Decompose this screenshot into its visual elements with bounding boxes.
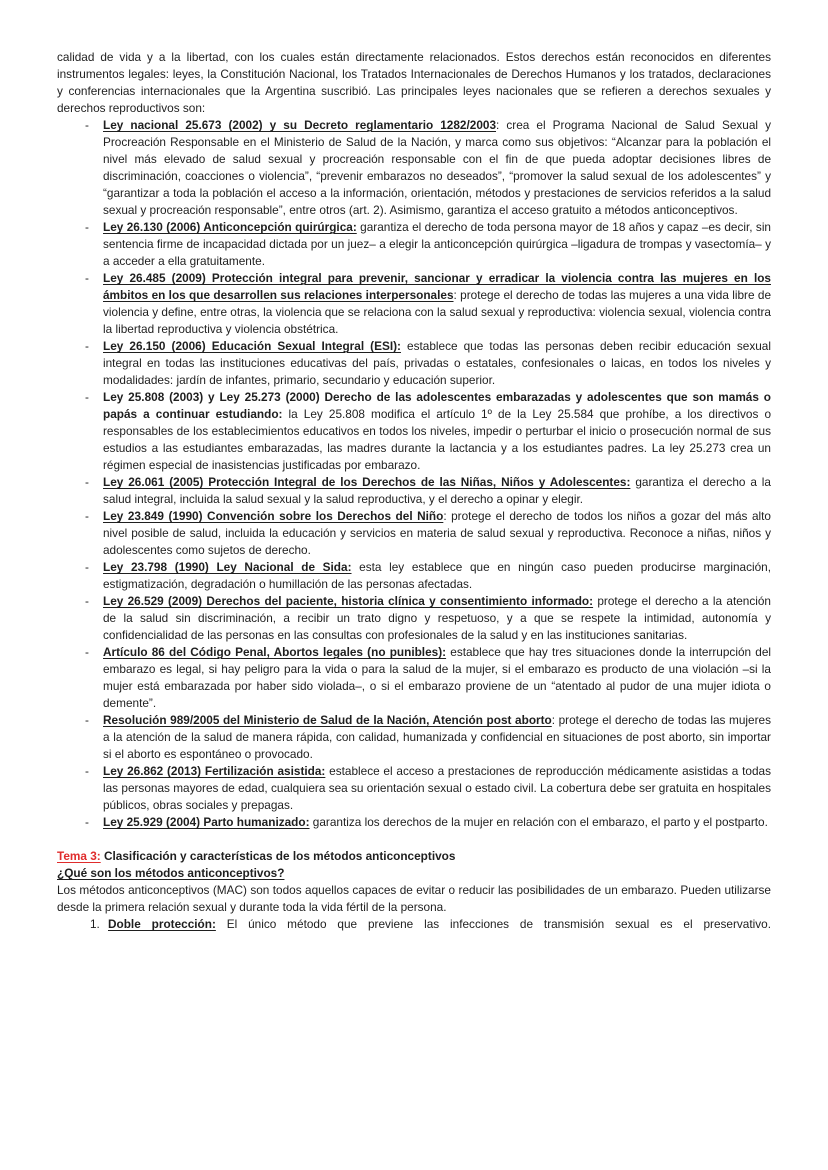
law-title: Artículo 86 del Código Penal, Abortos legales (no punibles):	[103, 645, 447, 659]
numbered-text: El único método que previene las infecciones de transmisión sexual es el preservativo.	[215, 917, 771, 931]
law-text: la Ley 25.808 modifica el artículo 1º de la Ley 25.584 que prohíbe, a los directivos o responsables de los establecimientos educativos en todos los niveles, impedir o perturbar el inicio o prosecución normal de sus estudios a las estudiantes embarazadas, las madres durante la lactancia y a los estudiantes padres. La ley 25.273 crea un régimen especial de inasistencias justificadas por embarazo.	[103, 407, 772, 472]
numbered-title: Doble protección:	[108, 917, 216, 931]
law-item	[57, 814, 771, 831]
bullet-dash: -	[85, 764, 89, 778]
tema-label: Tema 3:	[57, 849, 101, 863]
tema-title: Clasificación y características de los métodos anticonceptivos	[104, 849, 456, 863]
law-item	[57, 338, 771, 389]
bullet-dash: -	[85, 509, 89, 523]
law-text: : protege el derecho de todos los niños a gozar del más alto nivel posible de salud, incluida la educación y servicios en materia de salud sexual y reproductiva. Reconoce a niñas, niños y adolescentes como sujetos de derecho.	[103, 509, 771, 557]
bullet-dash: -	[85, 713, 89, 727]
numbered-list	[57, 916, 771, 933]
law-text: garantiza el derecho a la salud integral, incluida la salud sexual y la salud reproductiva, y el derecho a opinar y elegir.	[103, 475, 771, 506]
bullet-dash: -	[85, 220, 89, 234]
law-item	[57, 389, 771, 474]
law-title: Ley 26.529 (2009) Derechos del paciente, historia clínica y consentimiento informado:	[103, 594, 594, 608]
law-title: Ley 26.150 (2006) Educación Sexual Integral (ESI):	[103, 339, 401, 353]
law-text: : protege el derecho de todas las mujeres a una vida libre de violencia y define, entre otras, la violencia que se relaciona con la salud sexual y reproductiva: violencia sexual, violencia contra la libertad reproductiva y violencia obstétrica.	[103, 288, 771, 336]
law-text: garantiza los derechos de la mujer en relación con el embarazo, el parto y el postparto.	[309, 815, 768, 829]
law-title: Ley 25.929 (2004) Parto humanizado:	[103, 815, 310, 829]
law-item	[57, 117, 771, 219]
law-text: protege el derecho a la atención de la salud sin discriminación, a recibir un trato digno y respetuoso, y a que se respete la intimidad, autonomía y confidencialidad de las personas en las consultas con profesionales de la salud y en las instituciones sanitarias.	[103, 594, 771, 642]
law-text: establece que todas las personas deben recibir educación sexual integral en todas las instituciones educativas del país, privadas o estatales, confesionales o laicas, en todos los niveles y modalidades: jardín de infantes, primario, secundario y educación superior.	[103, 339, 771, 387]
bullet-dash: -	[85, 339, 89, 353]
law-item	[57, 474, 771, 508]
law-item	[57, 219, 771, 270]
numbered-item	[57, 916, 771, 933]
question-heading	[57, 865, 771, 882]
law-list	[57, 117, 771, 831]
law-text: esta ley establece que en ningún caso pueden producirse marginación, estigmatización, degradación o humillación de las personas afectadas.	[103, 560, 772, 591]
law-item	[57, 270, 771, 338]
law-text: establece que hay tres situaciones donde la interrupción del embarazo es legal, si hay peligro para la vida o para la salud de la mujer, si el embarazo es producto de una violación –si la mujer está embarazada por haber sido violada–, o si el embarazo proviene de un “atentado al pudor de una mujer idiota o demente”.	[103, 645, 771, 710]
section-paragraph: Los métodos anticonceptivos (MAC) son todos aquellos capaces de evitar o reducir las posibilidades de un embarazo. Pueden utilizarse desde la primera relación sexual y durante toda la vida fértil de la persona.	[57, 883, 771, 914]
bullet-dash: -	[85, 815, 89, 829]
item-number: 1.	[90, 917, 100, 931]
bullet-dash: -	[85, 560, 89, 574]
law-title: Ley 23.849 (1990) Convención sobre los Derechos del Niño	[103, 509, 444, 523]
law-title: Ley 25.808 (2003) y Ley 25.273 (2000) Derecho de las adolescentes embarazadas y adolescentes que son mamás o papás a continuar estudiando:	[103, 390, 771, 421]
law-title: Ley 23.798 (1990) Ley Nacional de Sida:	[103, 560, 352, 574]
law-item	[57, 712, 771, 763]
law-title: Ley 26.485 (2009) Protección integral para prevenir, sancionar y erradicar la violencia contra las mujeres en los ámbitos en los que desarrollen sus relaciones interpersonales	[103, 271, 771, 302]
law-title: Ley 26.862 (2013) Fertilización asistida:	[103, 764, 326, 778]
bullet-dash: -	[85, 594, 89, 608]
bullet-dash: -	[85, 390, 89, 404]
law-item	[57, 763, 771, 814]
bullet-dash: -	[85, 271, 89, 285]
law-text: : crea el Programa Nacional de Salud Sexual y Procreación Responsable en el Ministerio de Salud de la Nación, y marca como sus objetivos: “Alcanzar para la población el nivel más elevado de salud sexual y procreación responsable con el fin de que pueda adoptar decisiones libres de discriminación, coacciones o violencia”, “prevenir embarazos no deseados”, “promover la salud sexual de los adolescentes” y “garantizar a toda la población el acceso a la información, orientación, métodos y prestaciones de servicios referidos a la salud sexual y procreación responsable”, entre otros (art. 2). Asimismo, garantiza el acceso gratuito a métodos anticonceptivos.	[103, 118, 771, 217]
section-heading	[57, 848, 771, 865]
bullet-dash: -	[85, 118, 89, 132]
bullet-dash: -	[85, 475, 89, 489]
law-title: Ley nacional 25.673 (2002) y su Decreto reglamentario 1282/2003	[103, 118, 497, 132]
bullet-dash: -	[85, 645, 89, 659]
law-title: Ley 26.130 (2006) Anticoncepción quirúrgica:	[103, 220, 357, 234]
law-title: Ley 26.061 (2005) Protección Integral de los Derechos de las Niñas, Niños y Adolescentes:	[103, 475, 631, 489]
question-text: ¿Qué son los métodos anticonceptivos?	[57, 866, 285, 880]
law-item	[57, 593, 771, 644]
tema-section	[57, 848, 771, 933]
law-title: Resolución 989/2005 del Ministerio de Salud de la Nación, Atención post aborto	[103, 713, 552, 727]
law-text: establece el acceso a prestaciones de reproducción médicamente asistidas a todas las personas mayores de edad, cualquiera sea su orientación sexual o estado civil. La cobertura debe ser gratuita en hospitales públicos, obras sociales y prepagas.	[103, 764, 771, 812]
law-item	[57, 559, 771, 593]
law-item	[57, 644, 771, 712]
law-item	[57, 508, 771, 559]
intro-paragraph: calidad de vida y a la libertad, con los cuales están directamente relacionados. Estos derechos están reconocidos en diferentes instrumentos legales: leyes, la Constitución Nacional, los Tratados Internacionales de Derechos Humanos y los tratados, declaraciones y conferencias internacionales que la Argentina suscribió. Las principales leyes nacionales que se refieren a derechos sexuales y derechos reproductivos son:	[57, 50, 771, 115]
law-text: garantiza el derecho de toda persona mayor de 18 años y capaz –es decir, sin sentencia firme de incapacidad dictada por un juez– a elegir la anticoncepción quirúrgica –ligadura de trompas y vasectomía– y a acceder a ella gratuitamente.	[103, 220, 771, 268]
law-text: : protege el derecho de todas las mujeres a la atención de la salud de manera rápida, con calidad, humanizada y confidencial en situaciones de post aborto, sin importar si el aborto es espontáneo o provocado.	[103, 713, 771, 761]
